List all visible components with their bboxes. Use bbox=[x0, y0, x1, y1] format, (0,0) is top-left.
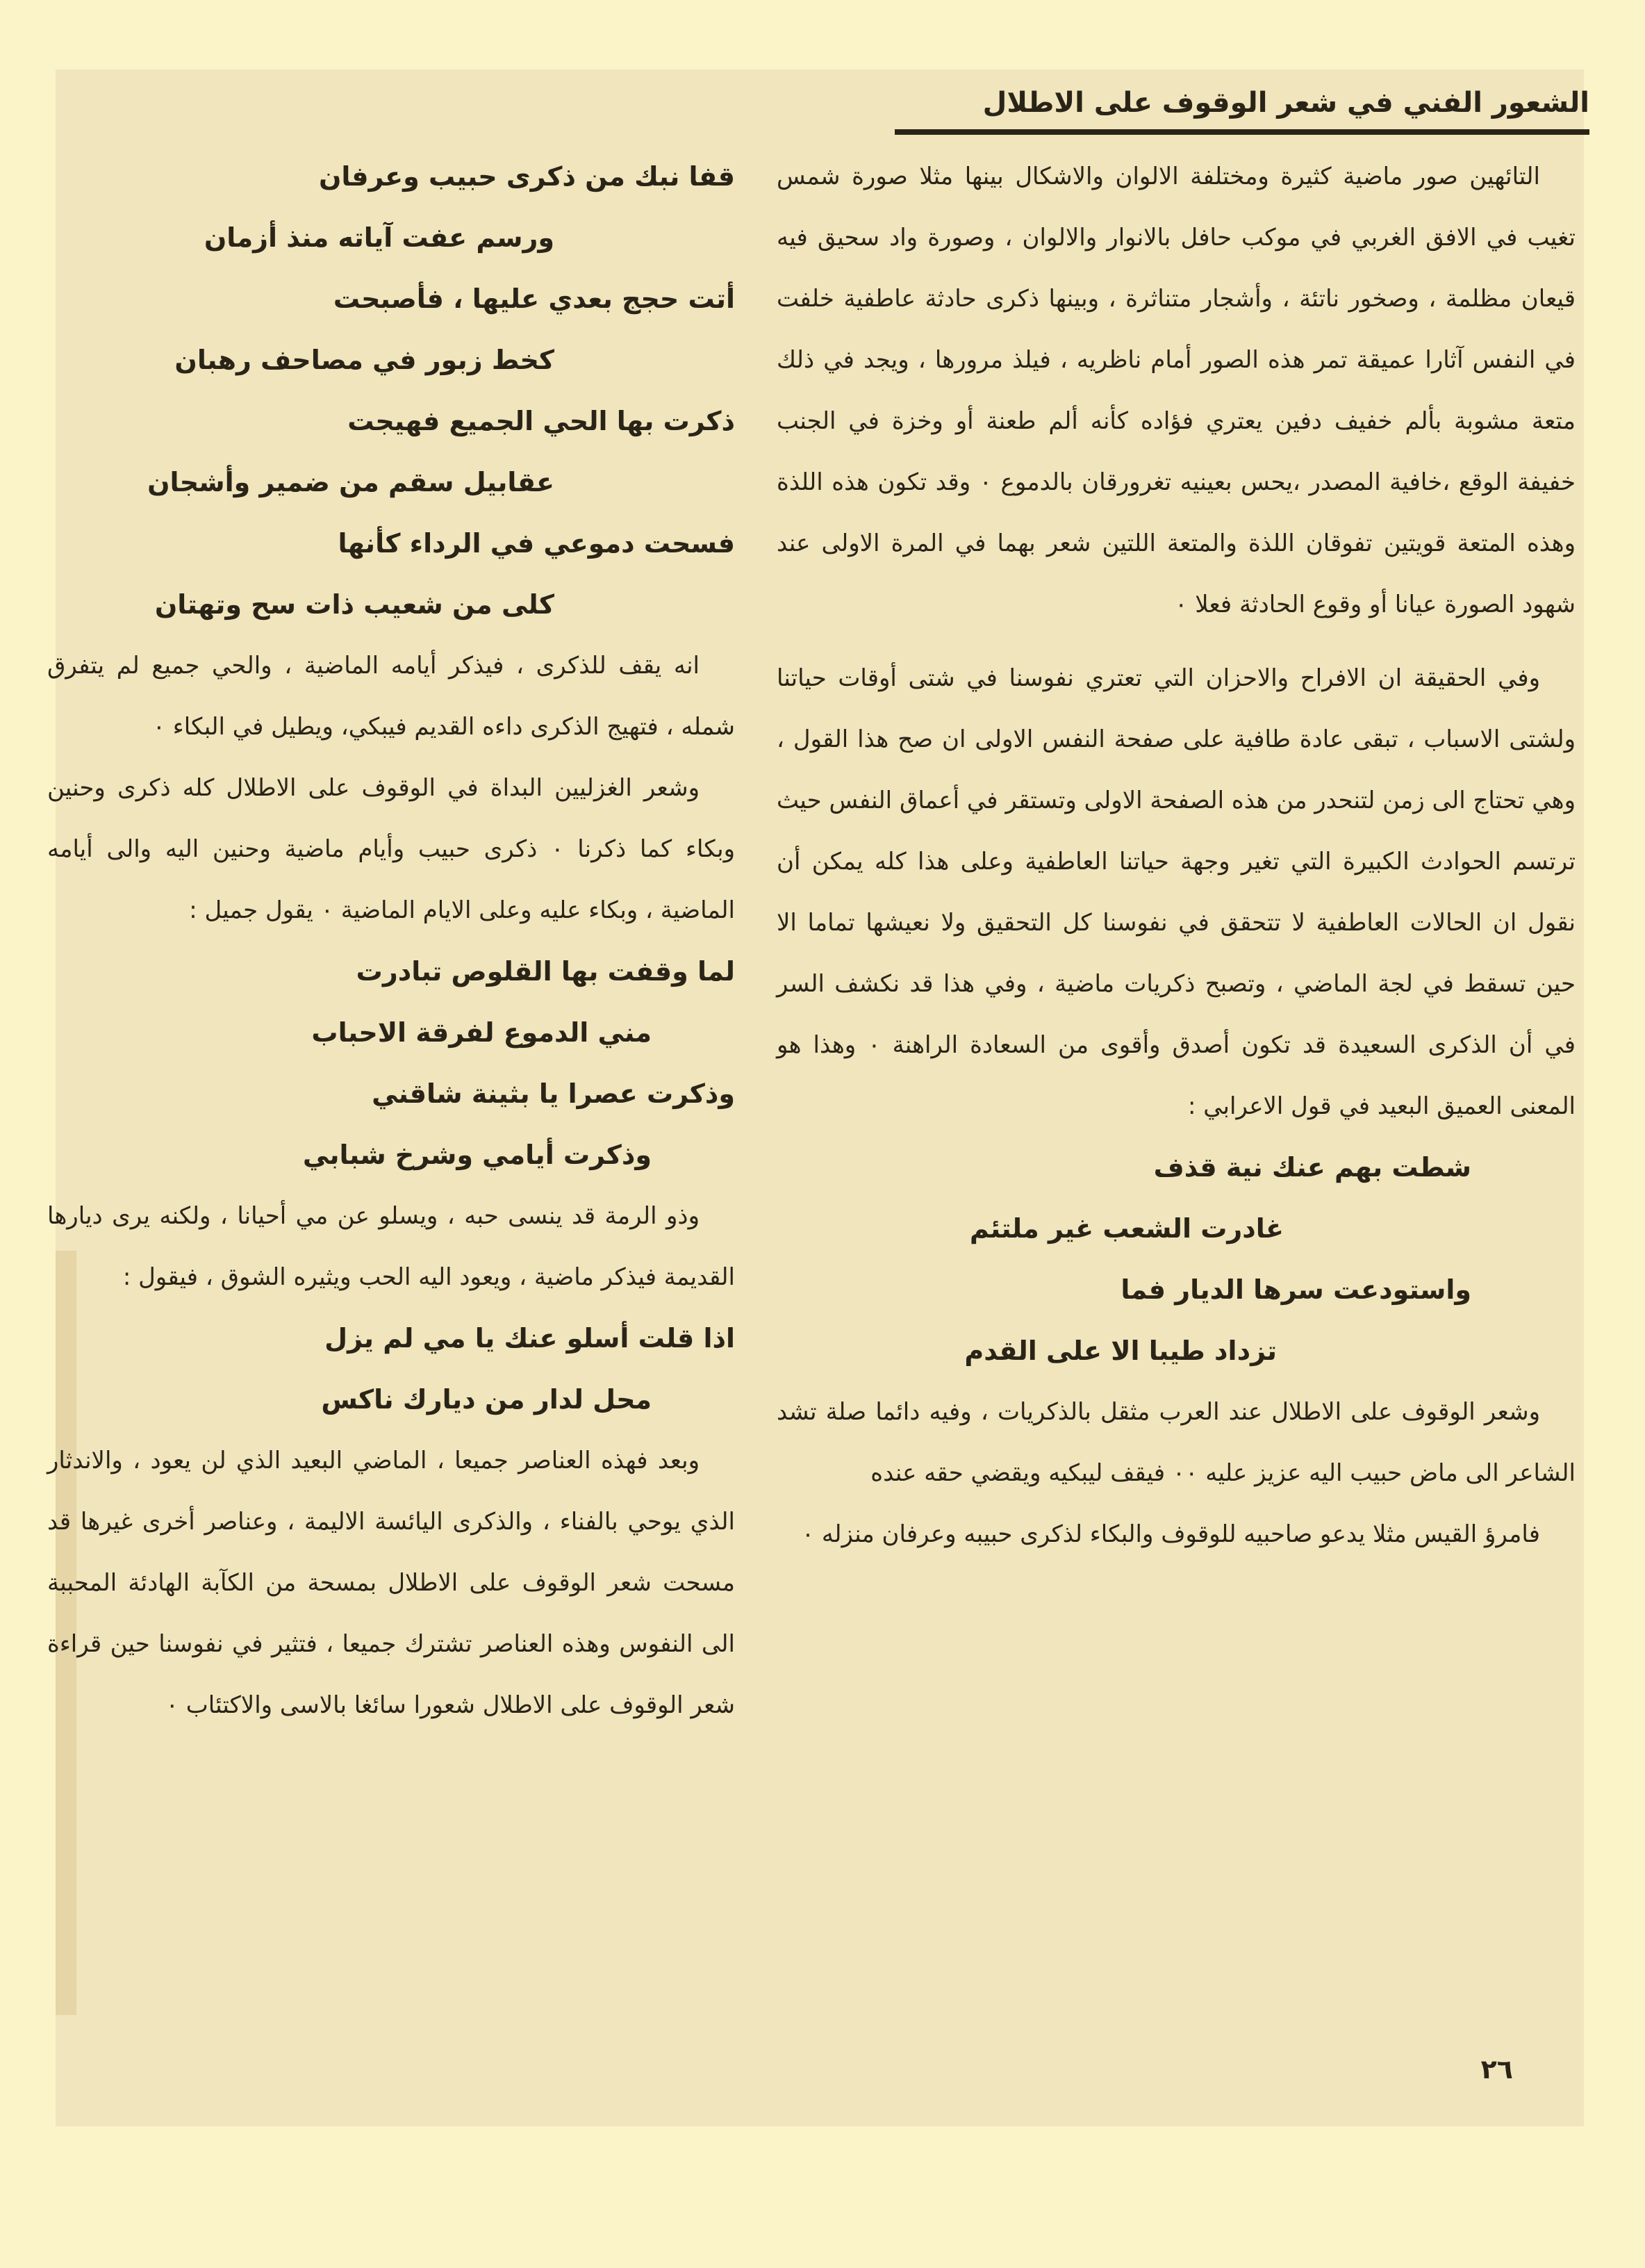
left-column bbox=[47, 146, 735, 1736]
verse-line: كلى من شعيب ذات سح وتهتان bbox=[154, 589, 554, 620]
verse-line: غادرت الشعب غير ملتئم bbox=[969, 1213, 1284, 1244]
verse-line: شطت بهم عنك نية قذف bbox=[1153, 1152, 1471, 1183]
paragraph: وشعر الغزليين البداة في الوقوف على الاطلال كله ذكرى وحنين وبكاء كما ذكرنا ٠ ذكرى حبيب وأيام ماضية وحنين اليه والى أيامه الماضية ، وبكاء عليه وعلى الايام الماضية ٠ يقول جميل : bbox=[47, 774, 736, 924]
verse-line: ذكرت بها الحي الجميع فهيجت bbox=[347, 406, 735, 436]
paragraph: وشعر الوقوف على الاطلال عند العرب مثقل بالذكريات ، وفيه دائما صلة تشد الشاعر الى ماض حبيب اليه عزيز عليه ٠٠ فيقف ليبكيه ويقضي حقه عنده bbox=[777, 1398, 1576, 1487]
verse-line: واستودعت سرها الديار فما bbox=[1121, 1274, 1471, 1305]
paragraph: فامرؤ القيس مثلا يدعو صاحبيه للوقوف والبكاء لذكرى حبيبه وعرفان منزله ٠ bbox=[801, 1520, 1540, 1548]
verse-line: أتت حجج بعدي عليها ، فأصبحت bbox=[333, 284, 735, 314]
paragraph: انه يقف للذكرى ، فيذكر أيامه الماضية ، والحي جميع لم يتفرق شمله ، فتهيج الذكرى داءه القديم فيبكي، ويطيل في البكاء ٠ bbox=[47, 652, 735, 741]
paragraph: التائهين صور ماضية كثيرة ومختلفة الالوان والاشكال بينها مثلا صورة شمس تغيب في الافق الغربي في موكب حافل بالانوار والالوان ، وصورة واد سحيق فيه قيعان مظلمة ، وصخور ناتئة ، وأشجار متناثرة ، وبينها ذكرى حادثة عاطفية خلفت في النفس آثارا عميقة تمر هذه الصور أمام ناظريه ، فيلذ مرورها ، ويجد في ذلك متعة مشوبة بألم خفيف دفين يعتري فؤاده كأنه ألم طعنة أو وخزة في الجنب خفيفة الوقع ،خافية المصدر ،يحس بعينيه تغرورقان بالدموع ٠ وقد تكون هذه اللذة وهذه المتعة قويتين تفوقان اللذة والمتعة اللتين شعر بهما في المرة الاولى عند شهود الصورة عيانا أو وقوع الحادثة فعلا ٠ bbox=[777, 163, 1576, 618]
verse-line: قفا نبك من ذكرى حبيب وعرفان bbox=[318, 161, 735, 192]
verse-line: محل لدار من ديارك ناكس bbox=[321, 1384, 652, 1415]
verse-line: فسحت دموعي في الرداء كأنها bbox=[338, 528, 735, 559]
verse-line: ورسم عفت آياته منذ أزمان bbox=[204, 222, 554, 253]
paragraph: وبعد فهذه العناصر جميعا ، الماضي البعيد الذي لن يعود ، والاندثار الذي يوحي بالفناء ، والذكرى اليائسة الاليمة ، وعناصر أخرى غيرها قد مسحت شعر الوقوف على الاطلال بمسحة من الكآبة الهادئة المحببة الى النفوس وهذه العناصر تشترك جميعا ، فتثير في نفوسنا حين قراءة شعر الوقوف على الاطلال شعورا سائغا بالاسى والاكتئاب ٠ bbox=[47, 1447, 735, 1719]
paragraph: وذو الرمة قد ينسى حبه ، ويسلو عن مي أحيانا ، ولكنه يرى ديارها القديمة فيذكر ماضية ، ويعود اليه الحب ويثيره الشوق ، فيقول : bbox=[47, 1202, 735, 1291]
verse-line: لما وقفت بها القلوص تبادرت bbox=[356, 956, 735, 987]
verse-line: مني الدموع لفرقة الاحباب bbox=[311, 1017, 652, 1048]
page-number: ٢٦ bbox=[1480, 2054, 1513, 2085]
verse-line: وذكرت عصرا يا بثينة شاقني bbox=[372, 1078, 735, 1109]
verse-line: تزداد طيبا الا على القدم bbox=[964, 1336, 1277, 1366]
verse-line: اذا قلت أسلو عنك يا مي لم يزل bbox=[324, 1323, 735, 1354]
running-header: الشعور الفني في شعر الوقوف على الاطلال bbox=[982, 87, 1589, 119]
header-rule bbox=[895, 129, 1589, 135]
verse-line: كخط زبور في مصاحف رهبان bbox=[174, 345, 554, 375]
verse-line: عقابيل سقم من ضمير وأشجان bbox=[147, 467, 554, 498]
right-column bbox=[777, 146, 1576, 1565]
paragraph: وفي الحقيقة ان الافراح والاحزان التي تعتري نفوسنا في شتى أوقات حياتنا ولشتى الاسباب ، تبقى عادة طافية على صفحة النفس الاولى ان صح هذا القول ، وهي تحتاج الى زمن لتنحدر من هذه الصفحة الاولى وتستقر في أعماق النفس حيث ترتسم الحوادث الكبيرة التي تغير وجهة حياتنا العاطفية وعلى هذا كله يمكن أن نقول ان الحالات العاطفية لا تتحقق في نفوسنا كل التحقيق ولا نعيشها تماما الا حين تسقط في لجة الماضي ، وتصبح ذكريات ماضية ، وفي هذا قد نكشف السر في أن الذكرى السعيدة قد تكون أصدق وأقوى من السعادة الراهنة ٠ وهذا هو المعنى العميق البعيد في قول الاعرابي : bbox=[777, 664, 1576, 1120]
verse-line: وذكرت أيامي وشرخ شبابي bbox=[302, 1140, 652, 1170]
